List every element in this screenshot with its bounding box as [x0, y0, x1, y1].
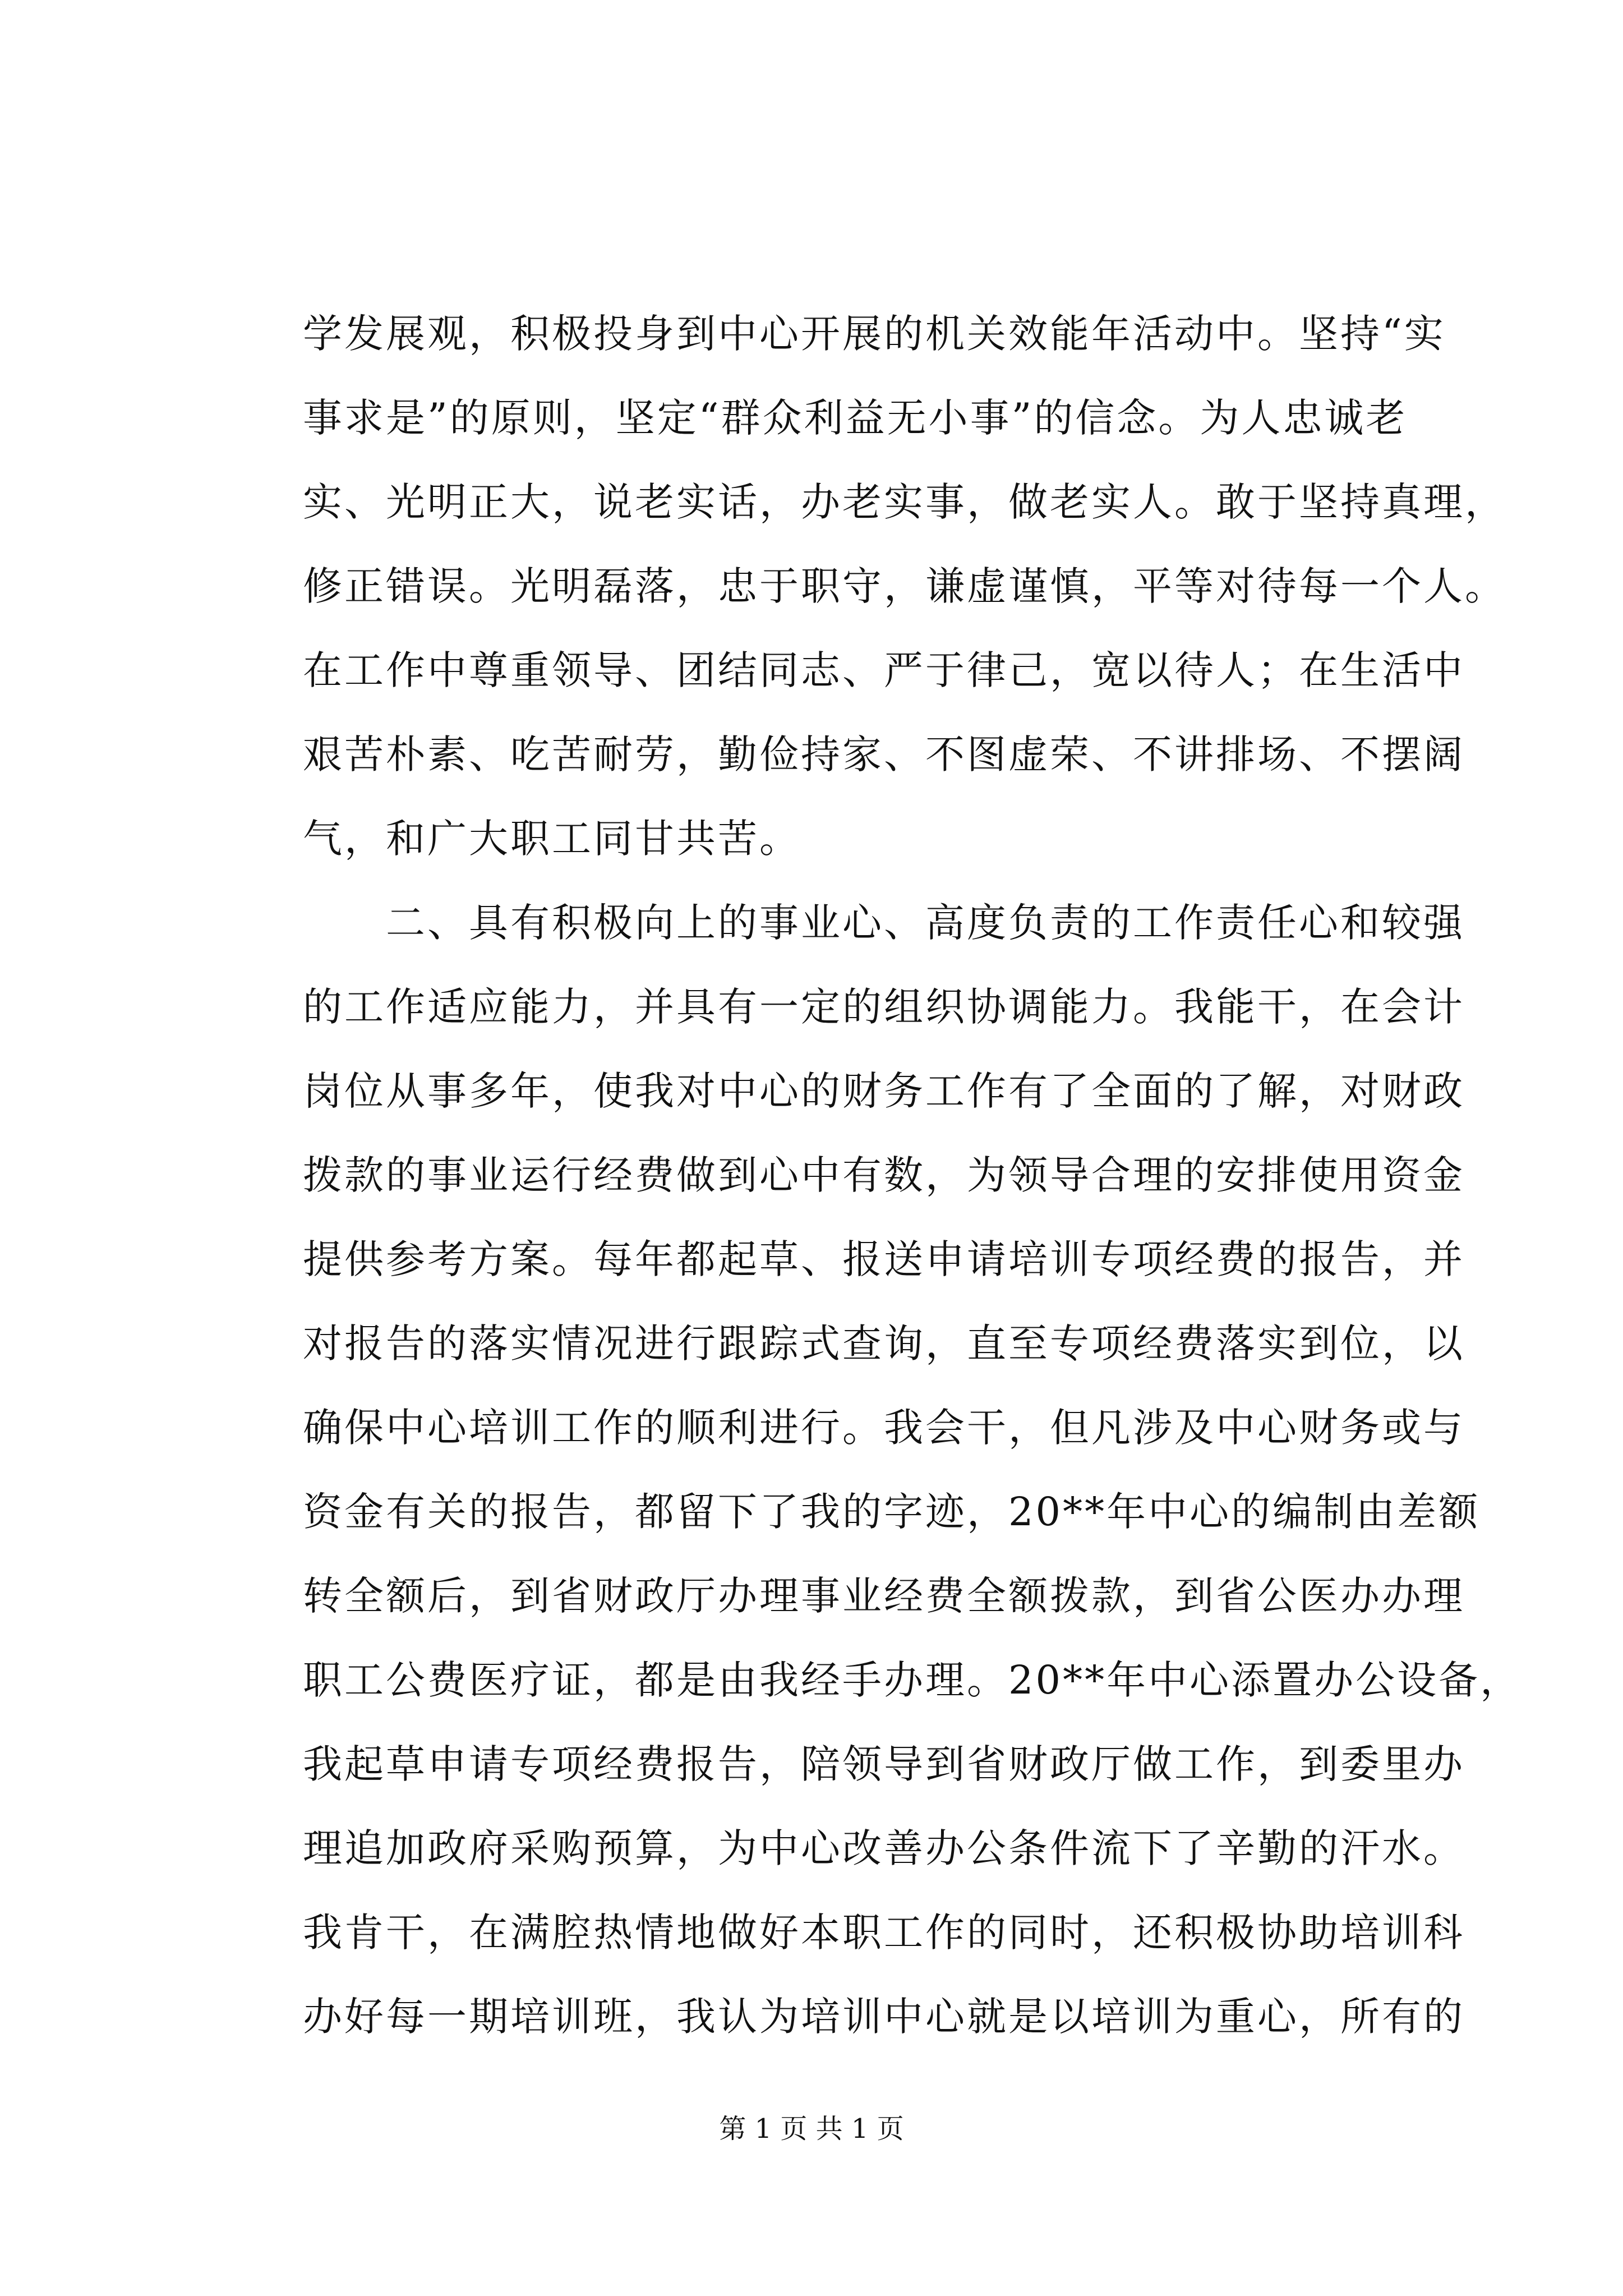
text-line: 艰苦朴素、吃苦耐劳，勤俭持家、不图虚荣、不讲排场、不摆阔 — [303, 731, 1465, 777]
page-number-footer: 第 1 页 共 1 页 — [719, 2113, 904, 2145]
text-line: 在工作中尊重领导、团结同志、严于律己，宽以待人；在生活中 — [303, 647, 1465, 693]
text-line: 理追加政府采购预算，为中心改善办公条件流下了辛勤的汗水。 — [303, 1825, 1465, 1871]
text-line: 事求是”的原则，坚定“群众利益无小事”的信念。为人忠诚老 — [303, 395, 1408, 441]
text-line: 确保中心培训工作的顺利进行。我会干，但凡涉及中心财务或与 — [303, 1405, 1465, 1451]
text-line: 修正错误。光明磊落，忠于职守，谦虚谨慎，平等对待每一个人。 — [303, 563, 1506, 609]
text-line: 我肯干，在满腔热情地做好本职工作的同时，还积极协助培训科 — [303, 1910, 1465, 1955]
text-line: 学发展观，积极投身到中心开展的机关效能年活动中。坚持“实 — [303, 311, 1446, 357]
text-line: 二、具有积极向上的事业心、高度负责的工作责任心和较强 — [303, 900, 1465, 946]
text-line: 职工公费医疗证，都是由我经手办理。20**年中心添置办公设备， — [303, 1657, 1522, 1703]
text-line: 实、光明正大，说老实话，办老实事，做老实人。敢于坚持真理， — [303, 479, 1506, 525]
text-line: 资金有关的报告，都留下了我的字迹，20**年中心的编制由差额 — [303, 1489, 1481, 1535]
text-line: 提供参考方案。每年都起草、报送申请培训专项经费的报告，并 — [303, 1236, 1465, 1282]
text-line: 的工作适应能力，并具有一定的组织协调能力。我能干，在会计 — [303, 984, 1465, 1030]
text-line: 办好每一期培训班，我认为培训中心就是以培训为重心，所有的 — [303, 1994, 1465, 2040]
text-line: 岗位从事多年，使我对中心的财务工作有了全面的了解，对财政 — [303, 1068, 1465, 1114]
body-text — [303, 292, 1522, 2059]
text-line: 气，和广大职工同甘共苦。 — [303, 816, 801, 862]
text-line: 拨款的事业运行经费做到心中有数，为领导合理的安排使用资金 — [303, 1152, 1465, 1198]
text-line: 转全额后，到省财政厅办理事业经费全额拨款，到省公医办办理 — [303, 1573, 1465, 1619]
text-line: 我起草申请专项经费报告，陪领导到省财政厅做工作，到委里办 — [303, 1741, 1465, 1787]
text-line: 对报告的落实情况进行跟踪式查询，直至专项经费落实到位，以 — [303, 1320, 1465, 1366]
